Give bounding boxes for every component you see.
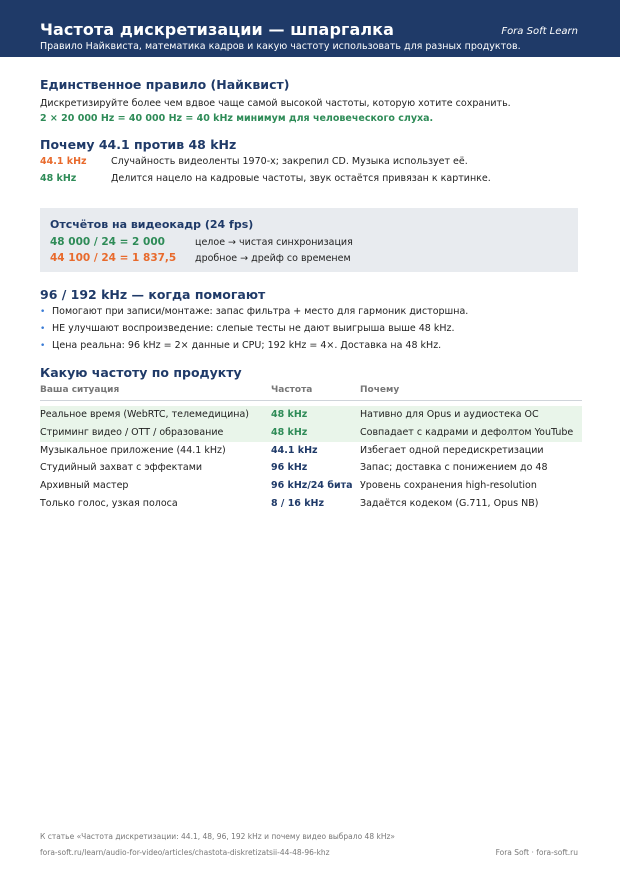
cell-why: Задаётся кодеком (G.711, Opus NB) [360, 497, 539, 509]
header-banner [0, 0, 620, 57]
table-header [40, 384, 582, 401]
table-row [40, 495, 582, 513]
hires-heading: 96 / 192 kHz — когда помогают [40, 287, 266, 302]
cell-why: Уровень сохранения high-resolution [360, 480, 537, 492]
cell-why: Нативно для Opus и аудиостека ОС [360, 409, 539, 420]
cell-situation: Студийный захват с эффектами [40, 462, 203, 474]
brand-label: Fora Soft Learn [501, 26, 578, 37]
bullet-icon: • [40, 307, 46, 317]
cell-why: Запас; доставка с понижением до 48 [360, 462, 548, 474]
table-row [40, 459, 582, 477]
bullet-icon: • [40, 341, 46, 351]
page-subtitle: Правило Найквиста, математика кадров и какую частоту использовать для разных продуктов. [40, 41, 521, 52]
frames-title: Отсчётов на видеокадр (24 fps) [50, 218, 254, 231]
cell-freq: 44.1 kHz [271, 444, 318, 456]
cell-situation: Музыкальное приложение (44.1 kHz) [40, 444, 226, 456]
cell-situation: Архивный мастер [40, 480, 129, 492]
list-item-text: Помогают при записи/монтаже: запас фильтра + место для гармоник дисторшна. [52, 306, 469, 317]
footer-site[interactable]: Fora Soft · fora-soft.ru [495, 848, 578, 857]
frames-desc-441: дробное → дрейф со временем [195, 253, 351, 264]
list-item [40, 340, 468, 357]
frames-callout [40, 208, 578, 272]
table-row [40, 477, 582, 495]
list-item [40, 323, 468, 340]
table-row [40, 442, 582, 460]
list-item-text: НЕ улучшают воспроизведение: слепые тесты не дают выигрыша выше 48 kHz. [52, 323, 455, 334]
cell-freq: 96 kHz/24 бита [271, 480, 353, 492]
cell-situation: Только голос, узкая полоса [40, 497, 178, 509]
nyquist-heading: Единственное правило (Найквист) [40, 77, 290, 92]
table-row [40, 406, 582, 424]
why-label-48: 48 kHz [40, 173, 77, 184]
bullet-icon: • [40, 324, 46, 334]
products-heading: Какую частоту по продукту [40, 365, 242, 380]
table-row [40, 424, 582, 442]
nyquist-formula: 2 × 20 000 Hz = 40 000 Hz = 40 kHz минимум для человеческого слуха. [40, 113, 434, 124]
column-header-freq: Частота [271, 385, 313, 395]
frames-desc-48: целое → чистая синхронизация [195, 237, 353, 248]
page-title: Частота дискретизации — шпаргалка [40, 20, 395, 39]
footer-article: К статье «Частота дискретизации: 44.1, 48, 96, 192 kHz и почему видео выбрало 48 kHz» [40, 832, 395, 841]
cell-freq: 48 kHz [271, 409, 308, 420]
cell-situation: Реальное время (WebRTC, телемедицина) [40, 409, 250, 420]
list-item-text: Цена реальна: 96 kHz = 2× данные и CPU; 192 kHz = 4×. Доставка на 48 kHz. [52, 340, 442, 351]
products-table [40, 384, 582, 513]
hires-list [40, 306, 468, 357]
footer-url[interactable]: fora-soft.ru/learn/audio-for-video/articles/chastota-diskretizatsii-44-48-96-khz [40, 848, 330, 857]
why-heading: Почему 44.1 против 48 kHz [40, 137, 237, 152]
cell-freq: 96 kHz [271, 462, 308, 474]
cell-freq: 48 kHz [271, 426, 308, 438]
column-header-situation: Ваша ситуация [40, 385, 120, 395]
cell-freq: 8 / 16 kHz [271, 497, 325, 509]
frames-value-441: 44 100 / 24 = 1 837,5 [50, 252, 177, 264]
nyquist-text: Дискретизируйте более чем вдвое чаще самой высокой частоты, которую хотите сохранить. [40, 98, 511, 109]
cell-why: Совпадает с кадрами и дефолтом YouTube [360, 426, 574, 438]
cell-why: Избегает одной передискретизации [360, 444, 544, 456]
why-label-441: 44.1 kHz [40, 156, 87, 167]
why-text-48: Делится нацело на кадровые частоты, звук остаётся привязан к картинке. [111, 173, 491, 184]
why-text-441: Случайность видеоленты 1970-х; закрепил CD. Музыка использует её. [111, 156, 468, 167]
cell-situation: Стриминг видео / OTT / образование [40, 426, 224, 438]
list-item [40, 306, 468, 323]
column-header-why: Почему [360, 385, 400, 395]
frames-value-48: 48 000 / 24 = 2 000 [50, 236, 165, 248]
